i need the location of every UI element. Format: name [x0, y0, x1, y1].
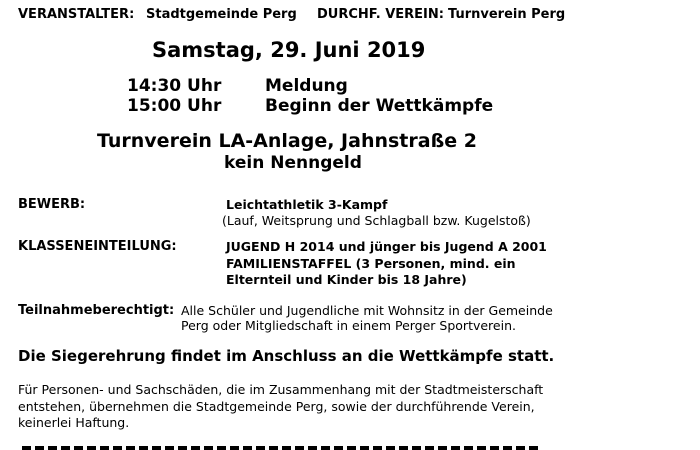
classes-line-1: JUGEND H 2014 und jünger bis Jugend A 2001 [226, 239, 547, 254]
club-label: DURCHF. VEREIN: [317, 7, 444, 22]
eligibility-line-1: Alle Schüler und Jugendliche mit Wohnsitz in der Gemeinde [181, 303, 553, 318]
eligibility-label: Teilnahmeberechtigt: [18, 303, 175, 318]
entry-fee: kein Nenngeld [224, 153, 362, 173]
liability-line-1: Für Personen- und Sachschäden, die im Zusammenhang mit der Stadtmeisterschaft [18, 382, 544, 397]
eligibility-line-2: Perg oder Mitgliedschaft in einem Perger Sportverein. [181, 318, 516, 333]
liability-line-2: entstehen, übernehmen die Stadtgemeinde Perg, sowie der durchführende Verein, [18, 399, 535, 414]
competition-value: Leichtathletik 3-Kampf [226, 197, 388, 212]
classes-label: KLASSENEINTEILUNG: [18, 239, 177, 254]
competition-detail: (Lauf, Weitsprung und Schlagball bzw. Kugelstoß) [222, 213, 531, 228]
cut-off-text-line [22, 446, 542, 450]
competition-label: BEWERB: [18, 197, 86, 212]
award-ceremony: Die Siegerehrung findet im Anschluss an die Wettkämpfe statt. [18, 347, 555, 365]
classes-line-3: Elternteil und Kinder bis 18 Jahre) [226, 272, 467, 287]
event-date: Samstag, 29. Juni 2019 [152, 38, 426, 62]
schedule-time-1: 14:30 Uhr [127, 76, 222, 96]
organizer-label: VERANSTALTER: [18, 7, 135, 22]
venue: Turnverein LA-Anlage, Jahnstraße 2 [97, 130, 477, 152]
classes-line-2: FAMILIENSTAFFEL (3 Personen, mind. ein [226, 256, 516, 271]
organizer-value: Stadtgemeinde Perg [146, 7, 297, 22]
schedule-time-2: 15:00 Uhr [127, 96, 222, 116]
club-value: Turnverein Perg [448, 7, 566, 22]
schedule-label-1: Meldung [265, 76, 348, 96]
liability-line-3: keinerlei Haftung. [18, 415, 130, 430]
schedule-label-2: Beginn der Wettkämpfe [265, 96, 494, 116]
